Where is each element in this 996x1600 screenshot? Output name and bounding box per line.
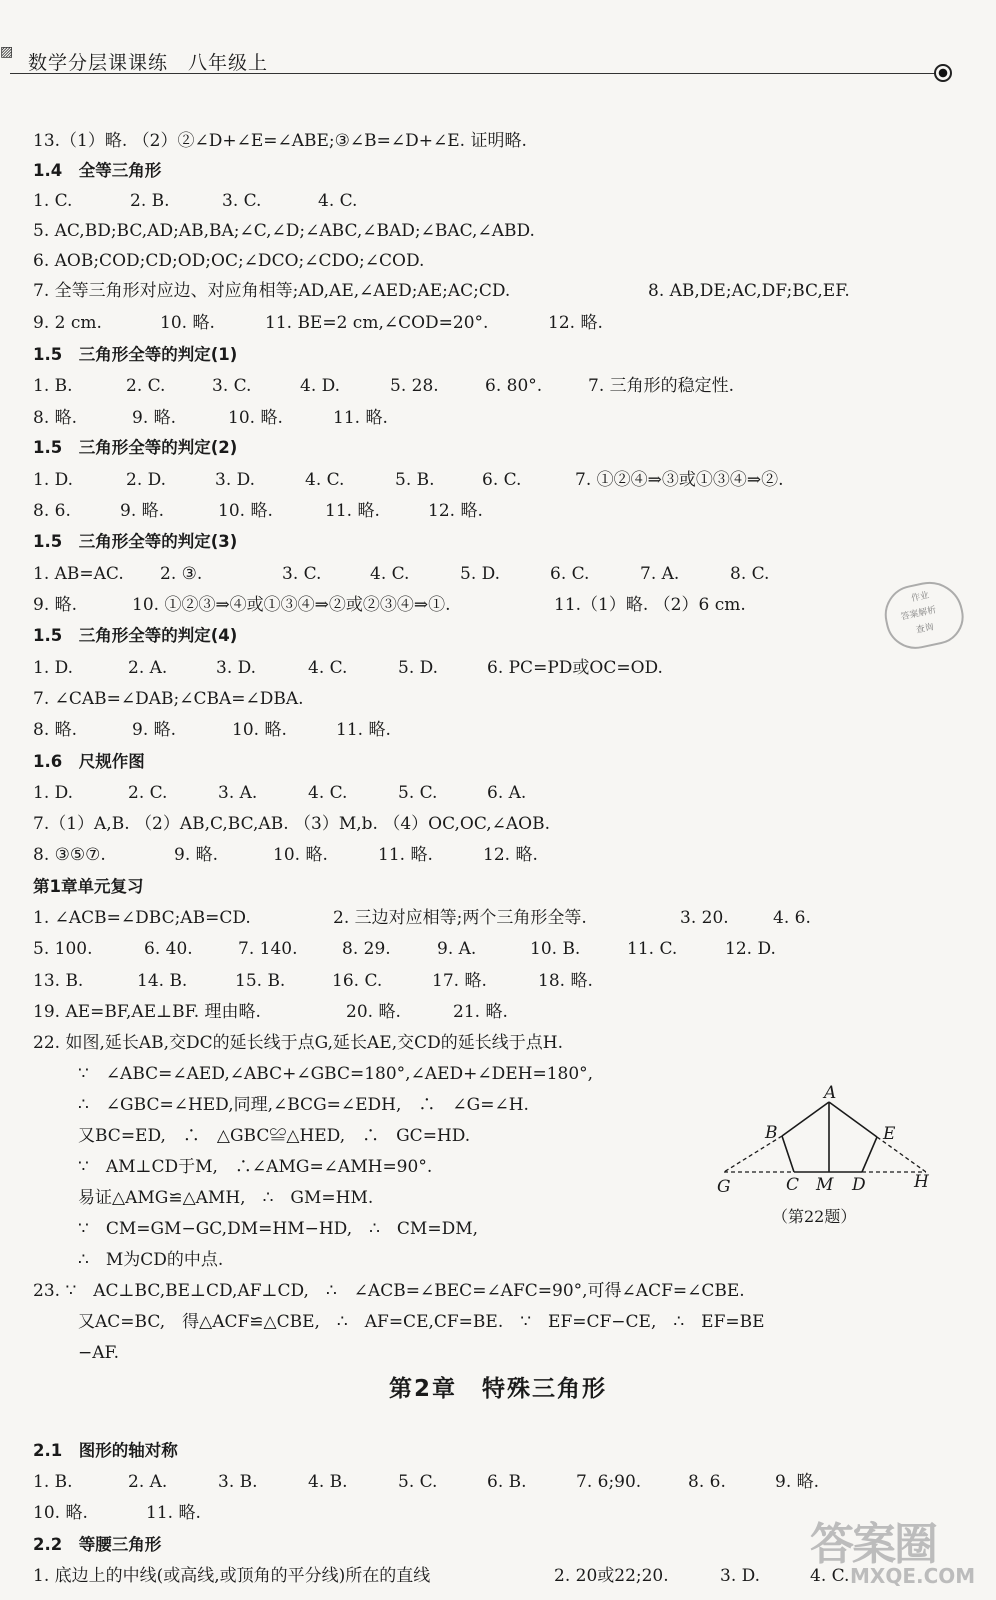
watermark-big: 答案圈: [810, 1519, 936, 1570]
answer-line: [0, 778, 996, 808]
answer-item: ∵ ∠ABC=∠AED,∠ABC+∠GBC=180°,∠AED+∠DEH=180°,: [78, 1064, 594, 1084]
section-heading: 1.5 三角形全等的判定(3): [33, 532, 238, 551]
answer-item: 7. ∠CAB=∠DAB;∠CBA=∠DBA.: [33, 689, 304, 709]
answer-item: 1. B.: [33, 376, 73, 396]
answer-line: [0, 1436, 996, 1466]
answer-line: [0, 246, 996, 276]
answer-item: 又BC=ED, ∴ △GBC≌△HED, ∴ GC=HD.: [78, 1126, 471, 1146]
answer-item: 9. 略.: [775, 1472, 820, 1492]
section-heading: 1.5 三角形全等的判定(2): [33, 438, 238, 457]
answer-line: [0, 340, 996, 370]
answer-line: [0, 433, 996, 463]
section-heading: 1.5 三角形全等的判定(1): [33, 345, 238, 364]
answer-item: 1. 底边上的中线(或高线,或顶角的平分线)所在的直线: [33, 1566, 431, 1586]
label-e: E: [883, 1124, 896, 1144]
answer-item: 6. B.: [487, 1472, 527, 1492]
answer-item: 1. B.: [33, 1472, 73, 1492]
answer-line: [0, 997, 996, 1027]
answer-item: 4. C.: [305, 470, 345, 490]
answer-item: 18. 略.: [538, 971, 593, 991]
answer-item: 5. D.: [460, 564, 501, 584]
answer-line: [0, 496, 996, 526]
answer-item: 9. 2 cm.: [33, 313, 102, 333]
answer-item: 13. B.: [33, 971, 84, 991]
segment-ed: [862, 1137, 877, 1172]
answer-item: 3. C.: [282, 564, 322, 584]
answer-item: 1. D.: [33, 658, 74, 678]
answer-line: [0, 715, 996, 745]
answer-item: 5. 100.: [33, 939, 93, 959]
answer-item: 4. C.: [308, 658, 348, 678]
answer-item: 4. C.: [318, 191, 358, 211]
answer-item: 9. A.: [437, 939, 477, 959]
answer-item: 10. 略.: [232, 720, 287, 740]
answer-item: 9. 略.: [120, 501, 165, 521]
book-title: 数学分层课课练 八年级上: [28, 52, 269, 74]
answer-item: 6. 80°.: [485, 376, 543, 396]
answer-item: 6. 40.: [144, 939, 193, 959]
answer-item: 2. C.: [126, 376, 166, 396]
answer-item: 8. 略.: [33, 408, 78, 428]
page-header: [10, 42, 986, 82]
answer-line: [0, 621, 996, 651]
answer-item: 10. 略.: [33, 1503, 88, 1523]
answer-item: 7. 6;90.: [576, 1472, 642, 1492]
answer-item: 4. C.: [370, 564, 410, 584]
segment-bc: [782, 1136, 794, 1172]
answer-item: 22. 如图,延长AB,交DC的延长线于点G,延长AE,交CD的延长线于点H.: [33, 1033, 563, 1053]
answer-item: 8. 略.: [33, 720, 78, 740]
answer-item: 7. ①②④⇒③或①③④⇒②.: [575, 470, 784, 490]
answer-item: 8. C.: [730, 564, 770, 584]
answer-item: 2. C.: [128, 783, 168, 803]
header-rule: [10, 73, 935, 74]
answer-line: [0, 1307, 996, 1337]
answer-item: 6. C.: [550, 564, 590, 584]
answer-item: 3. D.: [720, 1566, 761, 1586]
answer-line: [0, 903, 996, 933]
answer-item: 3. B.: [218, 1472, 258, 1492]
answer-item: 8. 6.: [688, 1472, 726, 1492]
answer-item: 10. B.: [530, 939, 581, 959]
answer-item: 11. 略.: [146, 1503, 201, 1523]
answer-item: 10. 略.: [273, 845, 328, 865]
answer-item: 20. 略.: [346, 1002, 401, 1022]
answer-item: 3. D.: [216, 658, 257, 678]
watermark-logo: [810, 1508, 990, 1600]
stamp-line-1: 作业: [910, 590, 931, 605]
answer-item: 14. B.: [137, 971, 188, 991]
label-h: H: [914, 1172, 929, 1192]
answer-line: [0, 403, 996, 433]
answer-item: 8. ③⑤⑦.: [33, 845, 106, 865]
answer-line: [0, 186, 996, 216]
answer-item: 6. PC=PD或OC=OD.: [487, 658, 663, 678]
answer-line: [0, 527, 996, 557]
answer-item: 12. 略.: [428, 501, 483, 521]
section-heading: 1.6 尺规作图: [33, 752, 145, 771]
answer-item: 12. 略.: [548, 313, 603, 333]
section-heading: 1.4 全等三角形: [33, 161, 162, 180]
answer-item: 5. C.: [398, 1472, 438, 1492]
answer-item: 5. B.: [395, 470, 435, 490]
answer-line: [0, 1276, 996, 1306]
figure-caption: （第22题）: [772, 1207, 857, 1226]
answer-item: 21. 略.: [453, 1002, 508, 1022]
answer-item: 2. B.: [130, 191, 170, 211]
stamp-line-3: 查询: [915, 622, 935, 636]
answer-item: 19. AE=BF,AE⊥BF. 理由略.: [33, 1002, 261, 1022]
answer-line: [0, 934, 996, 964]
answer-item: 1. AB=AC.: [33, 564, 124, 584]
answer-item: 11. 略.: [325, 501, 380, 521]
label-a: A: [824, 1084, 837, 1103]
answer-line: [0, 966, 996, 996]
chapter-title: 第2章 特殊三角形: [388, 1376, 607, 1402]
header-bullet-icon: [934, 64, 952, 82]
answer-item: 5. 28.: [390, 376, 439, 396]
answer-item: 4. D.: [300, 376, 341, 396]
answer-item: 3. C.: [212, 376, 252, 396]
answer-item: 9. 略.: [174, 845, 219, 865]
answer-line: [0, 465, 996, 495]
segment-ab: [782, 1102, 829, 1136]
answer-item: 4. B.: [308, 1472, 348, 1492]
answer-item: 8. 29.: [342, 939, 391, 959]
answer-line: [0, 216, 996, 246]
answer-item: 4. 6.: [773, 908, 811, 928]
answer-item: 8. 6.: [33, 501, 71, 521]
answer-item: 2. ③.: [160, 564, 203, 584]
answer-item: 2. 20或22;20.: [554, 1566, 669, 1586]
section-heading: 1.5 三角形全等的判定(4): [33, 626, 238, 645]
section-heading: 2.1 图形的轴对称: [33, 1441, 178, 1460]
answer-item: 11. 略.: [336, 720, 391, 740]
answer-item: 2. D.: [126, 470, 167, 490]
section-heading: 第1章单元复习: [33, 877, 144, 896]
answer-item: 10. 略.: [160, 313, 215, 333]
answer-item: ∴ M为CD的中点.: [78, 1250, 224, 1270]
answer-line: [0, 276, 996, 306]
answer-line: [0, 1245, 996, 1275]
answer-item: 2. 三边对应相等;两个三角形全等.: [333, 908, 587, 928]
answer-item: 7. 三角形的稳定性.: [588, 376, 735, 396]
answer-item: 16. C.: [332, 971, 383, 991]
answer-item: 9. 略.: [132, 408, 177, 428]
answer-line: [0, 1338, 996, 1368]
answer-item: 2. A.: [128, 1472, 168, 1492]
label-g: G: [717, 1177, 731, 1197]
answer-item: 11. BE=2 cm,∠COD=20°.: [265, 313, 489, 333]
answer-item: 3. A.: [218, 783, 258, 803]
answer-item: 5. AC,BD;BC,AD;AB,BA;∠C,∠D;∠ABC,∠BAD;∠BAC,∠ABD.: [33, 221, 535, 241]
section-heading: 2.2 等腰三角形: [33, 1535, 162, 1554]
answer-line: [0, 1467, 996, 1497]
answer-line: [0, 809, 996, 839]
scan-edge-mark: ▨: [0, 44, 14, 60]
answer-line: [0, 156, 996, 186]
answer-item: 12. D.: [725, 939, 776, 959]
label-c: C: [786, 1175, 800, 1195]
answer-item: 3. C.: [222, 191, 262, 211]
answer-item: 17. 略.: [432, 971, 487, 991]
answer-line: [0, 559, 996, 589]
answer-item: 1. ∠ACB=∠DBC;AB=CD.: [33, 908, 251, 928]
answer-item: 又AC=BC, 得△ACF≌△CBE, ∴ AF=CE,CF=BE. ∵ EF=CF−CE, ∴ EF=BE: [78, 1312, 765, 1332]
label-b: B: [765, 1123, 778, 1143]
answer-item: 8. AB,DE;AC,DF;BC,EF.: [648, 281, 850, 301]
answer-line: [0, 747, 996, 777]
answer-item: 7. A.: [640, 564, 680, 584]
answer-line: [0, 653, 996, 683]
answer-item: 15. B.: [235, 971, 286, 991]
answer-item: ∴ ∠GBC=∠HED,同理,∠BCG=∠EDH, ∴ ∠G=∠H.: [78, 1095, 529, 1115]
watermark-small: MXQE.COM: [850, 1564, 976, 1588]
answer-item: 9. 略.: [33, 595, 78, 615]
answer-item: 4. C.: [308, 783, 348, 803]
answer-line: [0, 840, 996, 870]
answer-item: 6. AOB;COD;CD;OD;OC;∠DCO;∠CDO;∠COD.: [33, 251, 425, 271]
answer-item: 2. A.: [128, 658, 168, 678]
answer-item: 10. ①②③⇒④或①③④⇒②或②③④⇒①.: [132, 595, 451, 615]
answer-item: 7. 140.: [238, 939, 298, 959]
answer-item: ∵ AM⊥CD于M, ∴∠AMG=∠AMH=90°.: [78, 1157, 433, 1177]
answer-item: 11. 略.: [333, 408, 388, 428]
answer-item: 3. D.: [215, 470, 256, 490]
label-m: M: [816, 1175, 834, 1195]
answer-line: [0, 590, 996, 620]
answer-item: 12. 略.: [483, 845, 538, 865]
answer-item: 5. C.: [398, 783, 438, 803]
answer-item: 10. 略.: [228, 408, 283, 428]
answer-item: 易证△AMG≌△AMH, ∴ GM=HM.: [78, 1188, 374, 1208]
answer-item: ∵ CM=GM−GC,DM=HM−HD, ∴ CM=DM,: [78, 1219, 479, 1239]
answer-item: 10. 略.: [218, 501, 273, 521]
answer-line: [0, 371, 996, 401]
answer-item: 3. 20.: [680, 908, 729, 928]
answer-line: [0, 126, 996, 156]
label-d: D: [852, 1175, 866, 1195]
answer-item: 7.（1）A,B. （2）AB,C,BC,AB. （3）M,b. （4）OC,OC,∠AOB.: [33, 814, 550, 834]
answer-item: 13.（1）略. （2）②∠D+∠E=∠ABE;③∠B=∠D+∠E. 证明略.: [33, 131, 527, 151]
answer-item: 1. D.: [33, 783, 74, 803]
answer-item: 11.（1）略. （2）6 cm.: [554, 595, 746, 615]
answer-item: 9. 略.: [132, 720, 177, 740]
answer-item: 6. C.: [482, 470, 522, 490]
answer-item: 5. D.: [398, 658, 439, 678]
answer-item: 1. D.: [33, 470, 74, 490]
answer-line: [0, 1028, 996, 1058]
answer-item: 1. C.: [33, 191, 73, 211]
answer-line: [0, 872, 996, 902]
answer-item: 11. C.: [627, 939, 678, 959]
answer-item: 6. A.: [487, 783, 527, 803]
answer-line: [0, 684, 996, 714]
answer-item: 4. C.: [810, 1566, 850, 1586]
stamp-line-2: 答案解析: [900, 605, 938, 623]
answer-item: 7. 全等三角形对应边、对应角相等;AD,AE,∠AED;AE;AC;CD.: [33, 281, 511, 301]
answer-line: [0, 308, 996, 338]
answer-item: −AF.: [78, 1343, 120, 1363]
segment-ae: [829, 1102, 877, 1137]
answer-item: 23. ∵ AC⊥BC,BE⊥CD,AF⊥CD, ∴ ∠ACB=∠BEC=∠AFC=90°,可得∠ACF=∠CBE.: [33, 1281, 745, 1301]
answer-item: 11. 略.: [378, 845, 433, 865]
